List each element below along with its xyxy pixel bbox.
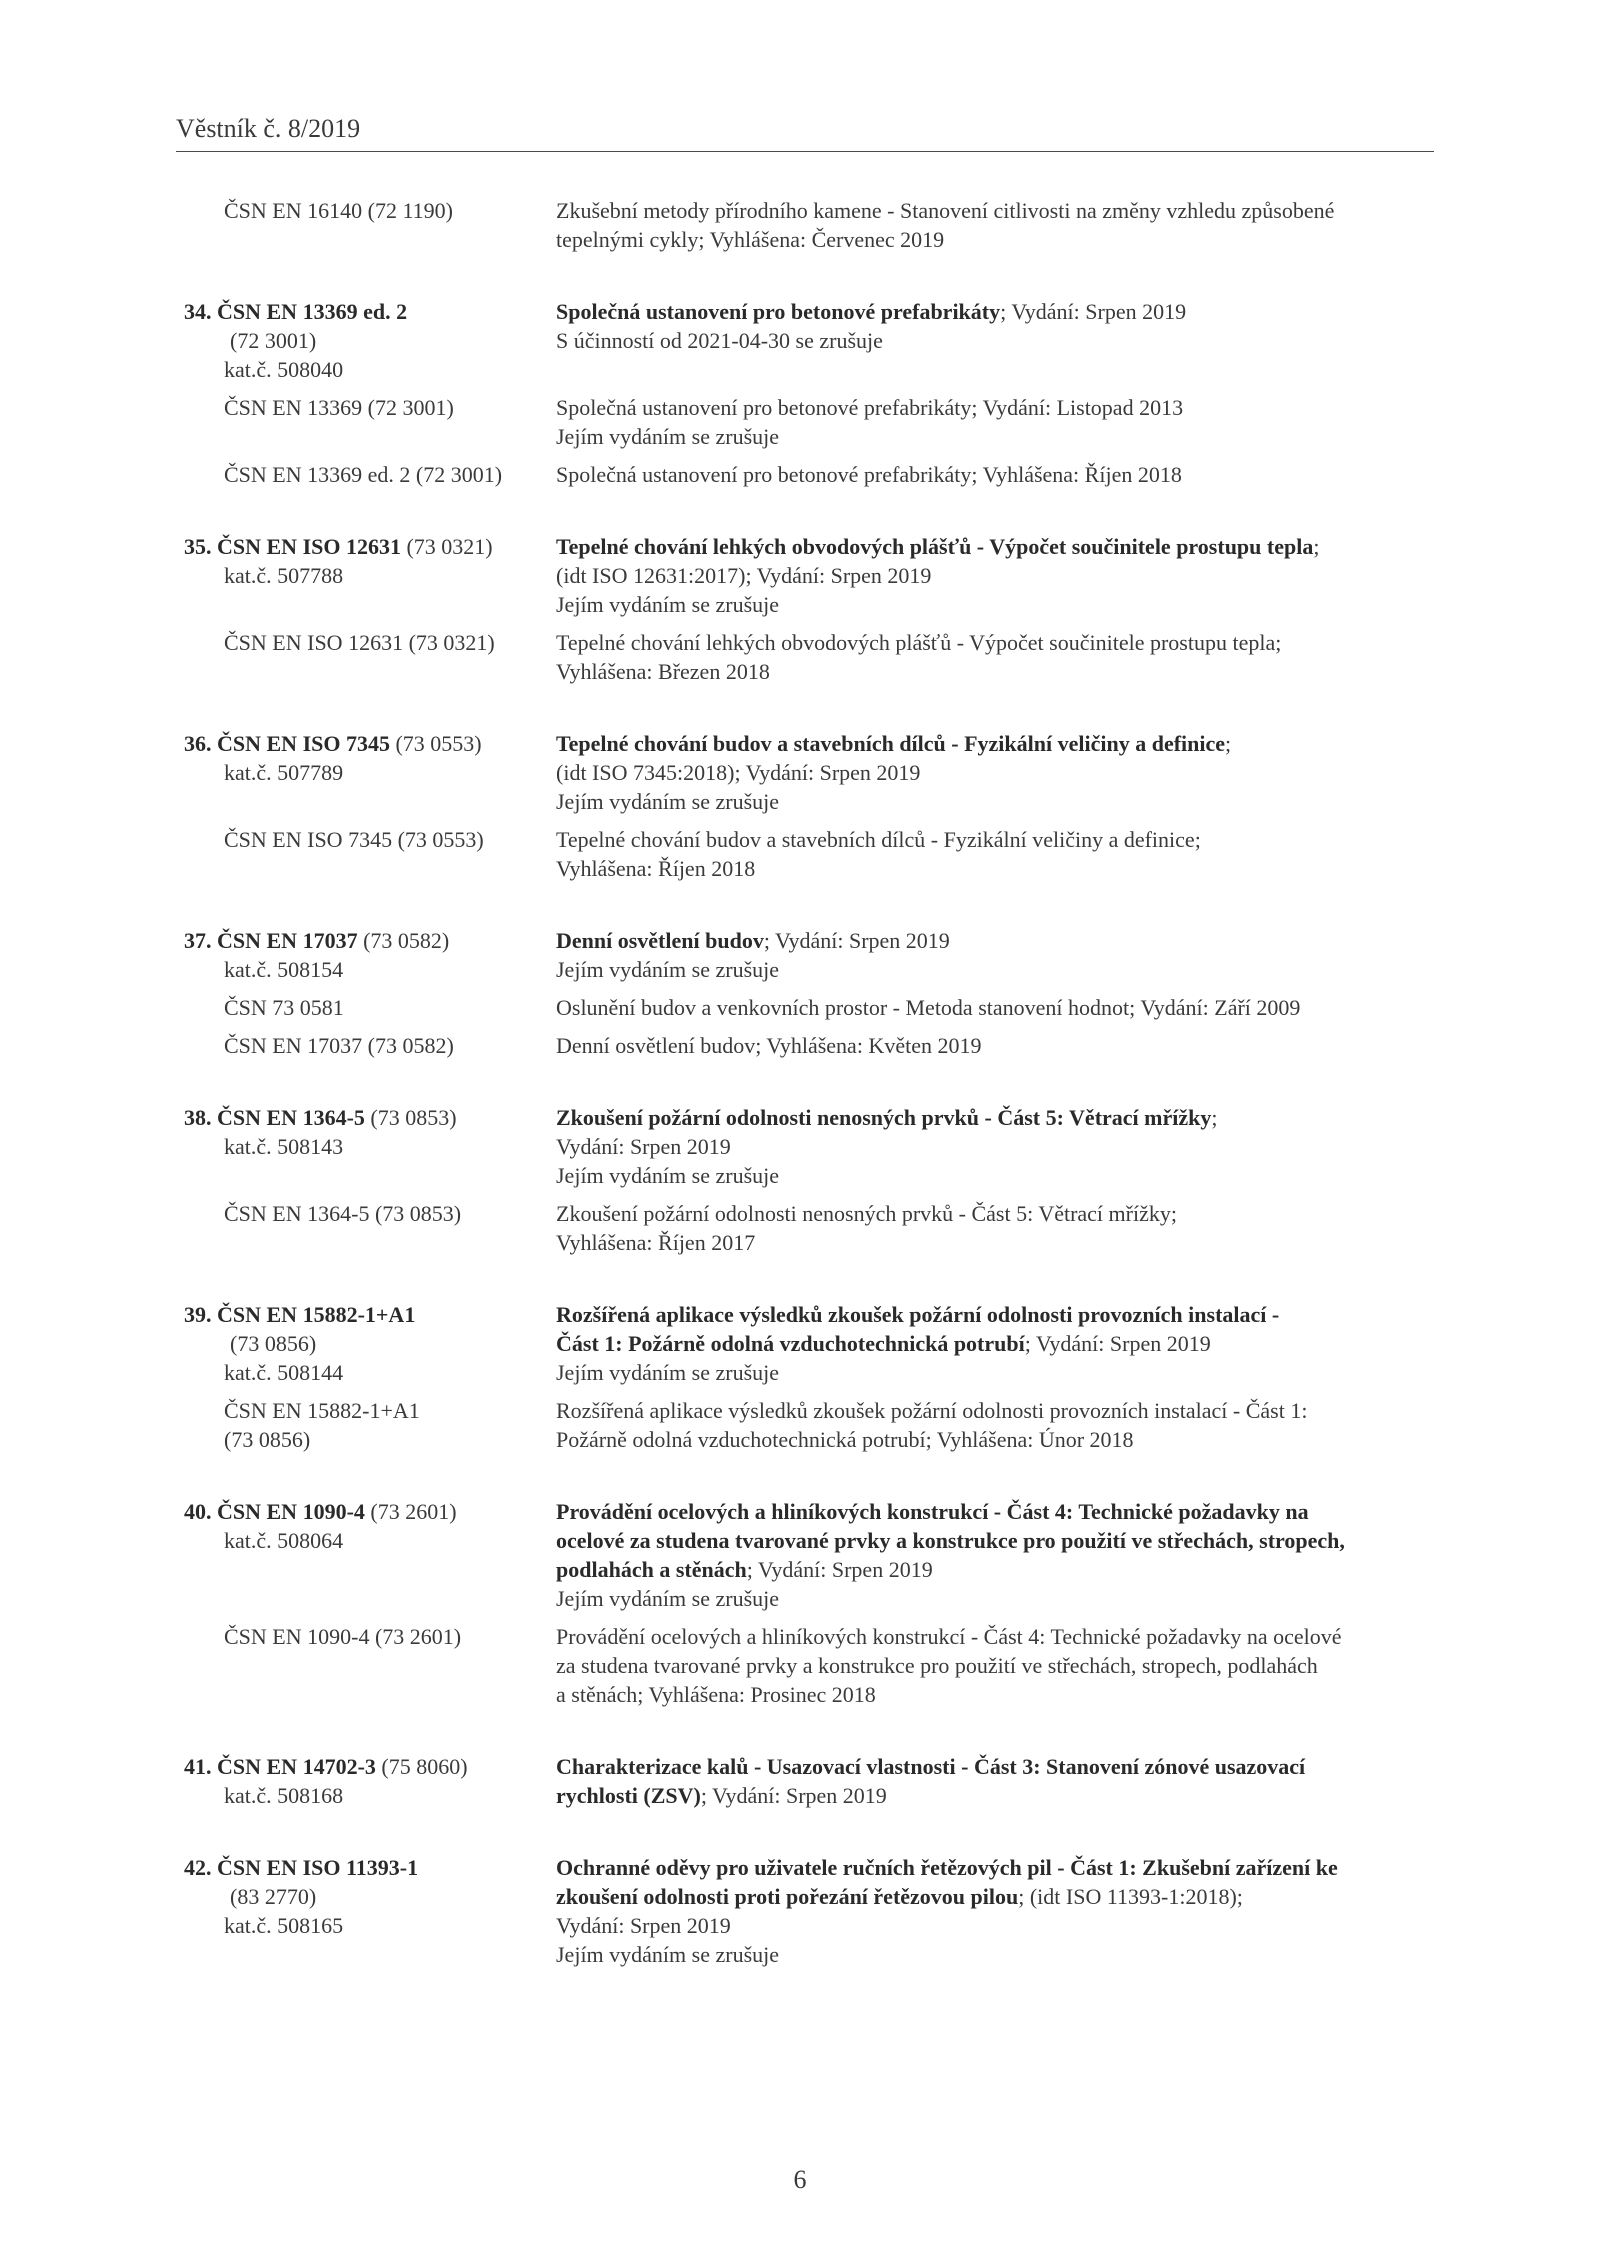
standard-entry — [176, 1853, 1434, 1969]
standard-code-bold: ČSN EN 13369 ed. 2 — [217, 299, 408, 324]
standard-issue-info: ; Vydání: Srpen 2019 — [1000, 299, 1187, 324]
standard-code-bold: ČSN EN 14702-3 — [217, 1754, 376, 1779]
catalog-number: kat.č. 508144 — [224, 1360, 344, 1385]
related-standard-row — [176, 993, 1434, 1022]
related-standard-line: a stěnách; Vyhlášena: Prosinec 2018 — [556, 1682, 876, 1707]
standard-title-line — [556, 297, 1434, 326]
related-standard-line: za studena tvarované prvky a konstrukce pro použití ve střechách, stropech, podlahách — [556, 1653, 1318, 1678]
related-standard-code: ČSN EN 13369 (72 3001) — [224, 395, 454, 420]
related-standard-line: Jejím vydáním se zrušuje — [556, 424, 780, 449]
related-standard-code: ČSN 73 0581 — [224, 995, 344, 1020]
page-number: 6 — [793, 2165, 807, 2194]
related-standard-line: Zkoušení požární odolnosti nenosných prvků - Část 5: Větrací mřížky; — [556, 1201, 1177, 1226]
related-standard-line: Vyhlášena: Říjen 2018 — [556, 856, 756, 881]
entry-main-row — [176, 1103, 1434, 1190]
standard-title-bold: Denní osvětlení budov — [556, 928, 764, 953]
entry-heading — [176, 1103, 556, 1132]
related-standard-line: Tepelné chování budov a stavebních dílců - Fyzikální veličiny a definice; — [556, 827, 1201, 852]
catalog-number: kat.č. 508154 — [224, 957, 344, 982]
related-standard-row — [176, 1396, 1434, 1454]
standard-issue-info: ; (idt ISO 11393-1:2018); — [1018, 1884, 1243, 1909]
standard-note-line: Jejím vydáním se zrušuje — [556, 957, 780, 982]
standard-code-bold: ČSN EN ISO 11393-1 — [217, 1855, 419, 1880]
standard-code-bold: ČSN EN 1364-5 — [217, 1105, 365, 1130]
entry-main-row — [176, 297, 1434, 384]
standard-entry — [176, 1103, 1434, 1257]
related-standard-code: ČSN EN ISO 12631 (73 0321) — [224, 630, 495, 655]
standard-title-bold: Společná ustanovení pro betonové prefabrikáty — [556, 299, 1001, 324]
standard-code-bold: ČSN EN ISO 12631 — [217, 534, 401, 559]
related-standard-code: ČSN EN 1090-4 (73 2601) — [224, 1624, 462, 1649]
entry-number: 41. — [184, 1754, 212, 1779]
entry-main-row — [176, 926, 1434, 984]
catalog-number: kat.č. 507788 — [224, 563, 344, 588]
entry-main-row — [176, 1752, 1434, 1810]
standard-entry — [176, 729, 1434, 883]
standard-entry — [176, 1497, 1434, 1709]
standard-note-line: Jejím vydáním se zrušuje — [556, 1360, 780, 1385]
related-standard-line: Požárně odolná vzduchotechnická potrubí; Vyhlášena: Únor 2018 — [556, 1427, 1134, 1452]
standard-class-code: (73 0856) — [230, 1331, 317, 1356]
related-standard-line: Oslunění budov a venkovních prostor - Metoda stanovení hodnot; Vydání: Září 2009 — [556, 995, 1301, 1020]
standard-note-line: (idt ISO 7345:2018); Vydání: Srpen 2019 — [556, 760, 921, 785]
related-standard-line: Provádění ocelových a hliníkových konstrukcí - Část 4: Technické požadavky na ocelové — [556, 1624, 1342, 1649]
standard-note-line: Jejím vydáním se zrušuje — [556, 1586, 780, 1611]
standard-title-line — [556, 1781, 1434, 1810]
intro-entry — [176, 196, 1434, 254]
standard-issue-info: ; Vydání: Srpen 2019 — [763, 928, 950, 953]
standard-note-line: Jejím vydáním se zrušuje — [556, 1163, 780, 1188]
related-standard-row — [176, 825, 1434, 883]
standard-class-code: (75 8060) — [375, 1754, 468, 1779]
standard-title-line — [556, 926, 1434, 955]
standard-code-bold: ČSN EN 17037 — [217, 928, 358, 953]
standard-description-line: Zkušební metody přírodního kamene - Stanovení citlivosti na změny vzhledu způsobené — [556, 198, 1335, 223]
entry-heading — [176, 532, 556, 561]
entry-number: 42. — [184, 1855, 212, 1880]
standard-class-code: (73 0853) — [364, 1105, 457, 1130]
catalog-number: kat.č. 507789 — [224, 760, 344, 785]
related-standard-row — [176, 1031, 1434, 1060]
entry-main-row — [176, 729, 1434, 816]
catalog-number: kat.č. 508143 — [224, 1134, 344, 1159]
standard-note-line: Jejím vydáním se zrušuje — [556, 789, 780, 814]
standard-issue-info: ; Vydání: Srpen 2019 — [746, 1557, 933, 1582]
standard-issue-info: ; — [1313, 534, 1320, 559]
entry-number: 40. — [184, 1499, 212, 1524]
standard-description-line: tepelnými cykly; Vyhlášena: Červenec 2019 — [556, 227, 945, 252]
standard-title-bold: Zkoušení požární odolnosti nenosných prvků - Část 5: Větrací mřížky — [556, 1105, 1212, 1130]
related-standard-code: ČSN EN 13369 ed. 2 (72 3001) — [224, 462, 503, 487]
entry-main-row — [176, 532, 1434, 619]
standard-code-bold: ČSN EN 1090-4 — [217, 1499, 365, 1524]
standard-title-line — [556, 1882, 1434, 1911]
standard-title-line — [556, 532, 1434, 561]
standard-title-line — [556, 1555, 1434, 1584]
entry-main-row — [176, 1497, 1434, 1613]
standard-entry — [176, 926, 1434, 1060]
entry-main-row — [176, 1853, 1434, 1969]
standard-entry — [176, 1300, 1434, 1454]
catalog-number: kat.č. 508165 — [224, 1913, 344, 1938]
standard-title-line — [556, 1329, 1434, 1358]
standard-title-bold: zkoušení odolnosti proti pořezání řetězovou pilou — [556, 1884, 1019, 1909]
standard-title-bold: podlahách a stěnách — [556, 1557, 747, 1582]
standard-title-bold: Ochranné oděvy pro uživatele ručních řetězových pil - Část 1: Zkušební zařízení ke — [556, 1855, 1338, 1880]
related-standard-line: Denní osvětlení budov; Vyhlášena: Květen 2019 — [556, 1033, 982, 1058]
standard-title-bold: Tepelné chování lehkých obvodových plášťů - Výpočet součinitele prostupu tepla — [556, 534, 1314, 559]
standard-issue-info: ; — [1225, 731, 1232, 756]
standard-title-bold: Provádění ocelových a hliníkových konstrukcí - Část 4: Technické požadavky na — [556, 1499, 1309, 1524]
related-standard-row — [176, 1622, 1434, 1709]
related-standard-code: ČSN EN 15882-1+A1 — [224, 1398, 420, 1423]
standard-entry — [176, 1752, 1434, 1810]
standard-title-line — [556, 1103, 1434, 1132]
entry-number: 38. — [184, 1105, 212, 1130]
entry-number: 36. — [184, 731, 212, 756]
related-standard-code: ČSN EN 17037 (73 0582) — [224, 1033, 454, 1058]
related-standard-row — [176, 628, 1434, 686]
related-standard-class-code: (73 0856) — [224, 1427, 311, 1452]
entry-heading — [176, 1300, 556, 1329]
entry-heading — [176, 1853, 556, 1882]
entry-number: 39. — [184, 1302, 212, 1327]
standard-note-line: Vydání: Srpen 2019 — [556, 1134, 731, 1159]
standard-issue-info: ; Vydání: Srpen 2019 — [700, 1783, 887, 1808]
standard-issue-info: ; Vydání: Srpen 2019 — [1024, 1331, 1211, 1356]
standard-title-bold: Rozšířená aplikace výsledků zkoušek požární odolnosti provozních instalací - — [556, 1302, 1280, 1327]
standard-code: ČSN EN 16140 (72 1190) — [224, 198, 453, 223]
standard-title-bold: Část 1: Požárně odolná vzduchotechnická potrubí — [556, 1331, 1025, 1356]
standard-title-bold: Tepelné chování budov a stavebních dílců - Fyzikální veličiny a definice — [556, 731, 1226, 756]
standard-note-line: Jejím vydáním se zrušuje — [556, 592, 780, 617]
related-standard-code: ČSN EN 1364-5 (73 0853) — [224, 1201, 462, 1226]
standard-title-bold: ocelové za studena tvarované prvky a konstrukce pro použití ve střechách, stropech, — [556, 1528, 1345, 1553]
entry-number: 37. — [184, 928, 212, 953]
standard-note-line: S účinností od 2021-04-30 se zrušuje — [556, 328, 883, 353]
entry-heading — [176, 297, 556, 326]
standard-class-code: (73 0321) — [400, 534, 493, 559]
related-standard-line: Společná ustanovení pro betonové prefabrikáty; Vyhlášena: Říjen 2018 — [556, 462, 1182, 487]
standard-note-line: Jejím vydáním se zrušuje — [556, 1942, 780, 1967]
standards-list — [176, 196, 1434, 2012]
standard-code-bold: ČSN EN 15882-1+A1 — [217, 1302, 416, 1327]
standard-entry — [176, 532, 1434, 686]
standard-title-line — [556, 729, 1434, 758]
standard-note-line: Vydání: Srpen 2019 — [556, 1913, 731, 1938]
standard-title-bold: rychlosti (ZSV) — [556, 1783, 701, 1808]
related-standard-line: Vyhlášena: Březen 2018 — [556, 659, 770, 684]
standard-title-bold: Charakterizace kalů - Usazovací vlastnosti - Část 3: Stanovení zónové usazovací — [556, 1754, 1306, 1779]
related-standard-line: Rozšířená aplikace výsledků zkoušek požární odolnosti provozních instalací - Část 1: — [556, 1398, 1308, 1423]
entry-heading — [176, 729, 556, 758]
catalog-number: kat.č. 508168 — [224, 1783, 344, 1808]
standard-note-line: (idt ISO 12631:2017); Vydání: Srpen 2019 — [556, 563, 932, 588]
standard-entry — [176, 297, 1434, 489]
related-standard-row — [176, 393, 1434, 451]
related-standard-line: Tepelné chování lehkých obvodových plášťů - Výpočet součinitele prostupu tepla; — [556, 630, 1282, 655]
related-standard-line: Společná ustanovení pro betonové prefabrikáty; Vydání: Listopad 2013 — [556, 395, 1184, 420]
entry-heading — [176, 926, 556, 955]
standard-class-code: (72 3001) — [230, 328, 317, 353]
standard-class-code: (83 2770) — [230, 1884, 317, 1909]
running-head: Věstník č. 8/2019 — [176, 113, 1434, 152]
related-standard-code: ČSN EN ISO 7345 (73 0553) — [224, 827, 484, 852]
standard-code-bold: ČSN EN ISO 7345 — [217, 731, 390, 756]
related-standard-line: Vyhlášena: Říjen 2017 — [556, 1230, 756, 1255]
standard-class-code: (73 0553) — [389, 731, 482, 756]
standard-class-code: (73 2601) — [364, 1499, 457, 1524]
catalog-number: kat.č. 508040 — [224, 357, 344, 382]
related-standard-row — [176, 1199, 1434, 1257]
entry-number: 35. — [184, 534, 212, 559]
standard-class-code: (73 0582) — [357, 928, 450, 953]
entry-heading — [176, 1752, 556, 1781]
entry-main-row — [176, 1300, 1434, 1387]
standard-issue-info: ; — [1211, 1105, 1218, 1130]
catalog-number: kat.č. 508064 — [224, 1528, 344, 1553]
related-standard-row — [176, 460, 1434, 489]
entry-heading — [176, 1497, 556, 1526]
entry-number: 34. — [184, 299, 212, 324]
